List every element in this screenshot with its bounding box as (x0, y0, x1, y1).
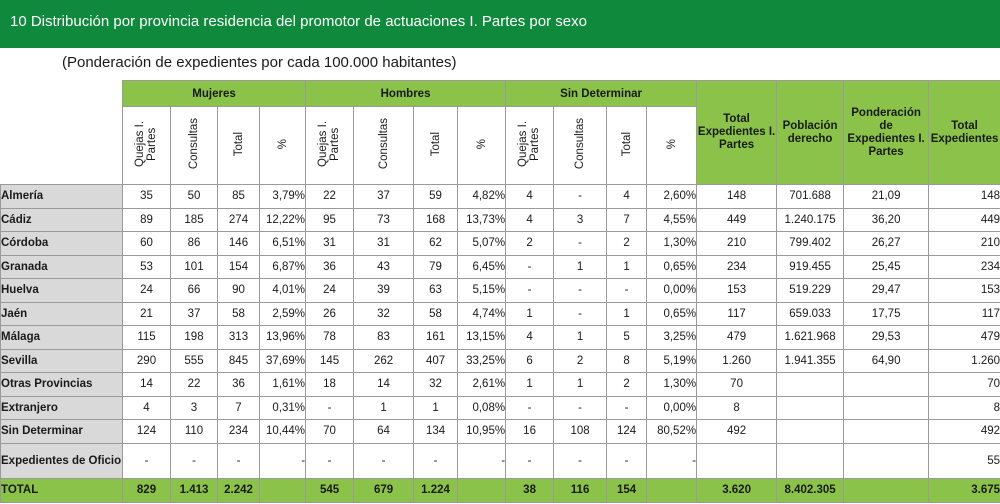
table-cell: 86 (171, 232, 218, 256)
table-cell: 8 (929, 396, 1000, 420)
table-cell: 21 (123, 302, 171, 326)
table-cell: 2 (607, 373, 647, 397)
table-cell: 1.260 (929, 349, 1000, 373)
table-cell: 14 (354, 373, 414, 397)
row-label: Sevilla (1, 349, 123, 373)
table-cell: - (506, 443, 554, 478)
table-cell: 117 (929, 302, 1000, 326)
table-cell: 53 (123, 255, 171, 279)
table-cell: 64 (354, 420, 414, 444)
table-cell: 58 (218, 302, 260, 326)
table-cell: 4,74% (458, 302, 506, 326)
table-cell: - (506, 396, 554, 420)
table-cell: 492 (697, 420, 777, 444)
table-cell: - (554, 396, 607, 420)
table-cell: 161 (414, 326, 458, 350)
table-cell: 8 (607, 349, 647, 373)
table-cell: 7 (218, 396, 260, 420)
table-cell: 31 (354, 232, 414, 256)
table-cell: 1 (414, 396, 458, 420)
table-row (1, 279, 1000, 303)
table-cell: 5 (607, 326, 647, 350)
table-cell: 145 (306, 349, 354, 373)
table-cell: 845 (218, 349, 260, 373)
table-row (1, 326, 1000, 350)
table-cell: 26 (306, 302, 354, 326)
table-cell: 146 (218, 232, 260, 256)
table-cell: 124 (123, 420, 171, 444)
table-cell: 3.675 (929, 478, 1000, 502)
table-cell: 10,95% (458, 420, 506, 444)
subheader-quejas: Quejas I. Partes (133, 120, 158, 168)
table-cell: 13,73% (458, 208, 506, 232)
table-cell: 198 (171, 326, 218, 350)
table-cell: 1.224 (414, 478, 458, 502)
table-cell: 124 (607, 420, 647, 444)
table-cell: 79 (414, 255, 458, 279)
table-cell: 10,44% (260, 420, 306, 444)
table-cell: 36,20 (844, 208, 929, 232)
table-cell: 234 (218, 420, 260, 444)
table-cell: 449 (929, 208, 1000, 232)
subheader-consultas: Consultas (377, 118, 390, 170)
table-cell: 1.260 (697, 349, 777, 373)
table-cell: 799.402 (777, 232, 844, 256)
table-cell: 1 (506, 302, 554, 326)
group-header-sin-determinar: Sin Determinar (506, 81, 697, 107)
table-cell: 3,79% (260, 185, 306, 209)
table-cell: 26,27 (844, 232, 929, 256)
row-label: Málaga (1, 326, 123, 350)
table-cell: 2,59% (260, 302, 306, 326)
table-row (1, 478, 1000, 502)
header-total-expedientes-ip: Total Expedientes I. Partes (697, 81, 777, 185)
table-cell: 29,47 (844, 279, 929, 303)
table-cell (777, 396, 844, 420)
table-cell: 108 (554, 420, 607, 444)
table-cell: 1 (554, 255, 607, 279)
header-ponderacion: Ponderación de Expedientes I. Partes (844, 81, 929, 185)
table-cell: 31 (306, 232, 354, 256)
table-cell: 185 (171, 208, 218, 232)
table-cell: 24 (306, 279, 354, 303)
table-cell: 8.402.305 (777, 478, 844, 502)
table-cell: 13,96% (260, 326, 306, 350)
table-cell: 1,30% (647, 232, 697, 256)
table-row (1, 349, 1000, 373)
table-cell: 479 (929, 326, 1000, 350)
table-cell (458, 478, 506, 502)
table-cell: 3.620 (697, 478, 777, 502)
subheader-pct: % (475, 138, 488, 150)
table-cell: 24 (123, 279, 171, 303)
table-cell: 545 (306, 478, 354, 502)
table-cell: 3 (171, 396, 218, 420)
table-row (1, 420, 1000, 444)
table-cell: 0,00% (647, 396, 697, 420)
table-cell: 32 (354, 302, 414, 326)
table-cell: - (647, 443, 697, 478)
table-cell: - (306, 396, 354, 420)
table-cell: 290 (123, 349, 171, 373)
table-cell: 33,25% (458, 349, 506, 373)
table-cell: 555 (171, 349, 218, 373)
table-cell: 1,30% (647, 373, 697, 397)
table-cell: 70 (306, 420, 354, 444)
table-cell: - (506, 255, 554, 279)
table-cell (777, 420, 844, 444)
table-cell: 6 (506, 349, 554, 373)
table-cell: 7 (607, 208, 647, 232)
table-body (1, 185, 1000, 503)
table-cell: 36 (306, 255, 354, 279)
table-cell: - (218, 443, 260, 478)
table-cell: 2 (554, 349, 607, 373)
table-cell: 2 (506, 232, 554, 256)
table-cell: - (123, 443, 171, 478)
table-cell: - (554, 443, 607, 478)
table-cell: 154 (218, 255, 260, 279)
table-cell: - (554, 185, 607, 209)
table-cell: 3,25% (647, 326, 697, 350)
table-row (1, 255, 1000, 279)
table-row (1, 373, 1000, 397)
table-cell: 4 (123, 396, 171, 420)
table-cell: 0,00% (647, 279, 697, 303)
table-cell: 274 (218, 208, 260, 232)
table-cell: 168 (414, 208, 458, 232)
table-cell: 55 (929, 443, 1000, 478)
table-cell: 148 (929, 185, 1000, 209)
table-cell: - (607, 396, 647, 420)
table-cell: - (354, 443, 414, 478)
row-label: Granada (1, 255, 123, 279)
table-cell: 492 (929, 420, 1000, 444)
subheader-total: Total (620, 131, 633, 157)
table-cell: 85 (218, 185, 260, 209)
table-cell: 14 (123, 373, 171, 397)
table-cell: 479 (697, 326, 777, 350)
table-cell: 18 (306, 373, 354, 397)
table-cell: - (554, 279, 607, 303)
table-cell: 4,55% (647, 208, 697, 232)
table-cell: 829 (123, 478, 171, 502)
subheader-total: Total (429, 131, 442, 157)
table-cell (844, 478, 929, 502)
table-cell: 1.240.175 (777, 208, 844, 232)
table-cell: 59 (414, 185, 458, 209)
table-cell (777, 373, 844, 397)
corner-blank (1, 81, 123, 185)
table-row (1, 302, 1000, 326)
subheader-quejas: Quejas I. Partes (316, 120, 341, 168)
table-cell: 38 (506, 478, 554, 502)
table-cell: - (554, 232, 607, 256)
subheader-quejas: Quejas I. Partes (516, 120, 541, 168)
table-cell: 2,61% (458, 373, 506, 397)
table-cell: 134 (414, 420, 458, 444)
table-cell: 12,22% (260, 208, 306, 232)
table-cell: 4,01% (260, 279, 306, 303)
table-cell: 70 (929, 373, 1000, 397)
table-cell: - (607, 443, 647, 478)
table-row (1, 443, 1000, 478)
table-row (1, 208, 1000, 232)
row-label: Expedientes de Oficio (1, 443, 123, 478)
table-cell: 4,82% (458, 185, 506, 209)
table-cell: 1 (354, 396, 414, 420)
table-cell: 3 (554, 208, 607, 232)
table-cell: 16 (506, 420, 554, 444)
table-row (1, 396, 1000, 420)
table-cell: 1 (506, 373, 554, 397)
table-cell: - (554, 302, 607, 326)
table-cell: 659.033 (777, 302, 844, 326)
table-cell: 154 (607, 478, 647, 502)
table-cell: 4 (506, 326, 554, 350)
table-cell: 36 (218, 373, 260, 397)
table-row (1, 232, 1000, 256)
table-cell: 210 (929, 232, 1000, 256)
row-label: Otras Provincias (1, 373, 123, 397)
table-cell: 153 (929, 279, 1000, 303)
table-cell: 43 (354, 255, 414, 279)
table-cell: 1 (607, 302, 647, 326)
row-label: Jaén (1, 302, 123, 326)
total-row-label: TOTAL (1, 478, 123, 502)
table-cell: - (458, 443, 506, 478)
table-cell: 4 (506, 185, 554, 209)
table-cell: 6,45% (458, 255, 506, 279)
table-cell: 17,75 (844, 302, 929, 326)
table-cell: 2,60% (647, 185, 697, 209)
table-cell: 37 (171, 302, 218, 326)
table-row (1, 185, 1000, 209)
table-cell: 234 (929, 255, 1000, 279)
table-cell: 0,31% (260, 396, 306, 420)
table-cell: 60 (123, 232, 171, 256)
table-cell: 58 (414, 302, 458, 326)
table-cell: 449 (697, 208, 777, 232)
subheader-consultas: Consultas (188, 118, 200, 170)
table-cell: 13,15% (458, 326, 506, 350)
header-total-expedientes: Total Expedientes (929, 81, 1000, 185)
table-cell: - (506, 279, 554, 303)
table-cell: 679 (354, 478, 414, 502)
table-cell: 22 (171, 373, 218, 397)
table-cell: 70 (697, 373, 777, 397)
table-cell: 210 (697, 232, 777, 256)
table-cell (844, 373, 929, 397)
row-label: Cádiz (1, 208, 123, 232)
table-cell: - (607, 279, 647, 303)
table-cell: 22 (306, 185, 354, 209)
table-cell: - (414, 443, 458, 478)
table-cell: 1 (607, 255, 647, 279)
table-cell: 117 (697, 302, 777, 326)
table-cell: 0,65% (647, 302, 697, 326)
table-cell (647, 478, 697, 502)
table-cell: 1.941.355 (777, 349, 844, 373)
table-cell: 37 (354, 185, 414, 209)
table-cell (260, 478, 306, 502)
table-cell: 110 (171, 420, 218, 444)
page-subtitle: (Ponderación de expedientes por cada 100.000 habitantes) (62, 54, 457, 71)
table-cell (777, 443, 844, 478)
table-cell: 407 (414, 349, 458, 373)
table-cell: 1 (554, 326, 607, 350)
distribution-table (0, 80, 1000, 503)
table-cell: 0,08% (458, 396, 506, 420)
table-cell: 148 (697, 185, 777, 209)
table-cell: 39 (354, 279, 414, 303)
table-cell: 8 (697, 396, 777, 420)
table-cell: 2.242 (218, 478, 260, 502)
table-cell: 116 (554, 478, 607, 502)
table-cell: 64,90 (844, 349, 929, 373)
subheader-total: Total (232, 131, 245, 157)
table-cell (697, 443, 777, 478)
table-cell: 21,09 (844, 185, 929, 209)
table-cell: 101 (171, 255, 218, 279)
table-cell: 66 (171, 279, 218, 303)
table-cell: 32 (414, 373, 458, 397)
page-title: 10 Distribución por provincia residencia del promotor de actuaciones I. Partes por sexo (0, 0, 1000, 48)
table-cell: 63 (414, 279, 458, 303)
table-cell: 37,69% (260, 349, 306, 373)
table-cell: - (260, 443, 306, 478)
table-cell: 83 (354, 326, 414, 350)
table-cell: 519.229 (777, 279, 844, 303)
table-cell: 5,15% (458, 279, 506, 303)
table-cell: 6,51% (260, 232, 306, 256)
table-cell: 29,53 (844, 326, 929, 350)
group-header-hombres: Hombres (306, 81, 506, 107)
row-label: Extranjero (1, 396, 123, 420)
header-poblacion: Población derecho (777, 81, 844, 185)
table-cell: 95 (306, 208, 354, 232)
row-label: Almería (1, 185, 123, 209)
table-cell (844, 443, 929, 478)
table-cell: 89 (123, 208, 171, 232)
table-cell: 90 (218, 279, 260, 303)
table-cell: 25,45 (844, 255, 929, 279)
row-label: Córdoba (1, 232, 123, 256)
table-cell: 4 (506, 208, 554, 232)
table-cell: 1,61% (260, 373, 306, 397)
table-cell: 1 (554, 373, 607, 397)
table-cell (844, 420, 929, 444)
table-cell: - (306, 443, 354, 478)
table-cell: 4 (607, 185, 647, 209)
table-cell: 35 (123, 185, 171, 209)
table-cell (844, 396, 929, 420)
row-label: Huelva (1, 279, 123, 303)
table-cell: 115 (123, 326, 171, 350)
table-cell: 1.413 (171, 478, 218, 502)
table-cell: 0,65% (647, 255, 697, 279)
table-cell: - (171, 443, 218, 478)
table-cell: 701.688 (777, 185, 844, 209)
table-cell: 6,87% (260, 255, 306, 279)
subheader-consultas: Consultas (574, 118, 587, 170)
table-cell: 1.621.968 (777, 326, 844, 350)
table-cell: 313 (218, 326, 260, 350)
table-cell: 153 (697, 279, 777, 303)
subheader-pct: % (665, 138, 678, 150)
table-cell: 5,19% (647, 349, 697, 373)
table-cell: 50 (171, 185, 218, 209)
table-cell: 2 (607, 232, 647, 256)
table-cell: 62 (414, 232, 458, 256)
table-cell: 5,07% (458, 232, 506, 256)
table-cell: 73 (354, 208, 414, 232)
group-header-mujeres: Mujeres (123, 81, 306, 107)
table-cell: 262 (354, 349, 414, 373)
row-label: Sin Determinar (1, 420, 123, 444)
table-cell: 78 (306, 326, 354, 350)
subheader-pct: % (276, 138, 289, 150)
table-cell: 234 (697, 255, 777, 279)
table-cell: 919.455 (777, 255, 844, 279)
table-cell: 80,52% (647, 420, 697, 444)
